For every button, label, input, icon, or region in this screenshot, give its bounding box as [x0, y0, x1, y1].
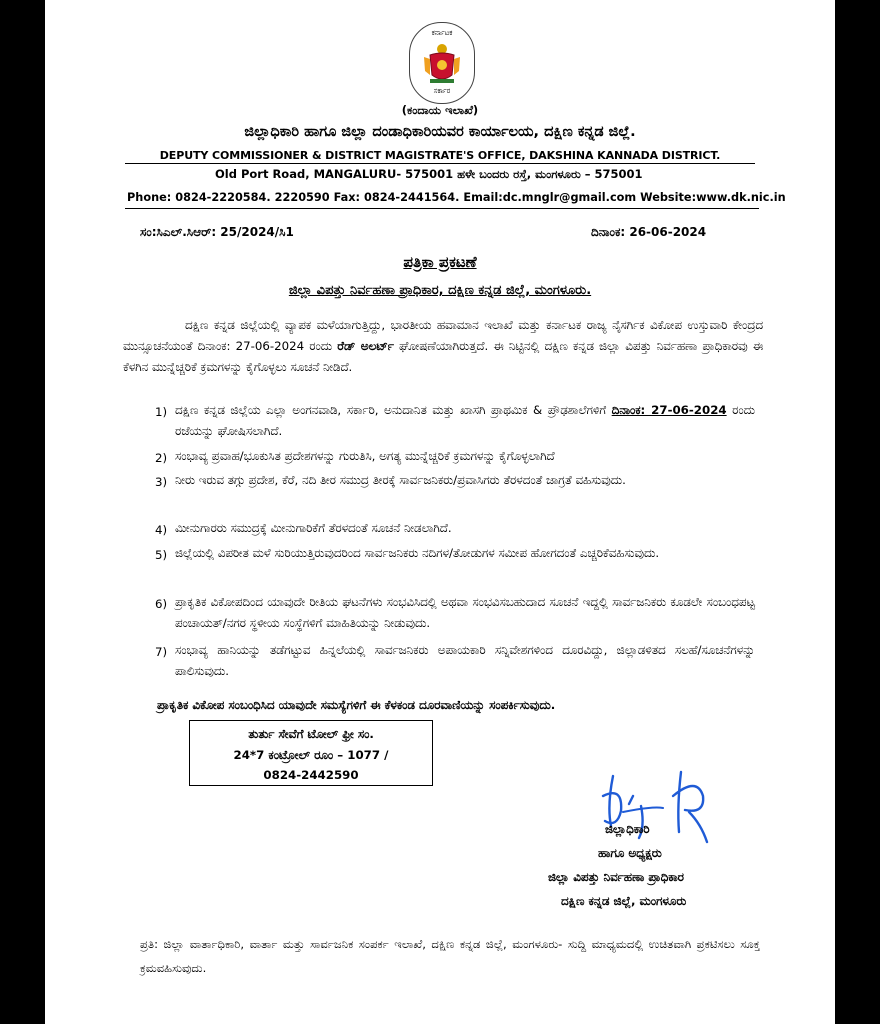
item-number: 2) [155, 451, 168, 465]
signatory-role: ಹಾಗೂ ಅಧ್ಯಕ್ಷರು [598, 846, 662, 860]
emblem-bottom-text: ಸರ್ಕಾರ [433, 87, 451, 95]
header-divider-top [125, 163, 755, 164]
holiday-date: ದಿನಾಂಕ: 27-06-2024 [611, 403, 727, 417]
list-item-text-tail: ರಂದು ರಜೆಯನ್ನು ಘೋಷಿಸಲಾಗಿದೆ. [175, 403, 755, 438]
document-page [45, 0, 835, 1024]
item-number: 6) [155, 597, 168, 611]
office-title-english: DEPUTY COMMISSIONER & DISTRICT MAGISTRATE'S OFFICE, DAKSHINA KANNADA DISTRICT. [159, 149, 721, 162]
contact-note: ಪ್ರಾಕೃತಿಕ ವಿಕೋಪ ಸಂಬಂಧಿಸಿದ ಯಾವುದೇ ಸಮಸ್ಯೆಗಳಿಗೆ ಈ ಕೆಳಕಂಡ ದೂರವಾಣಿಯನ್ನು ಸಂಪರ್ಕಿಸುವುದು. [157, 698, 556, 712]
list-item: ಸಂಭಾವ್ಯ ಪ್ರವಾಹ/ಭೂಕುಸಿತ ಪ್ರದೇಶಗಳನ್ನು ಗುರುತಿಸಿ, ಅಗತ್ಯ ಮುನ್ನೆಚ್ಚರಿಕೆ ಕ್ರಮಗಳನ್ನು ಕೈಗೊಳ್ಳಲಾಗಿದೆ [175, 449, 555, 463]
item-number: 5) [155, 548, 168, 562]
list-item: ಜಿಲ್ಲೆಯಲ್ಲಿ ವಿಪರೀತ ಮಳೆ ಸುರಿಯುತ್ತಿರುವುದರಿಂದ ಸಾರ್ವಜನಿಕರು ನದಿಗಳ/ತೋಡುಗಳ ಸಮೀಪ ಹೋಗದಂತೆ ಎಚ್ಚರಿಕೆವಹಿಸುವುದು. [175, 546, 660, 560]
signatory-location: ದಕ್ಷಿಣ ಕನ್ನಡ ಜಿಲ್ಲೆ, ಮಂಗಳೂರು [561, 894, 687, 908]
list-item: ಮೀನುಗಾರರು ಸಮುದ್ರಕ್ಕೆ ಮೀನುಗಾರಿಕೆಗೆ ತೆರಳದಂತೆ ಸೂಚನೆ ನೀಡಲಾಗಿದೆ. [175, 521, 452, 535]
signatory-authority: ಜಿಲ್ಲಾ ವಿಪತ್ತು ನಿರ್ವಹಣಾ ಪ್ರಾಧಿಕಾರ [548, 870, 684, 884]
signatory-title: ಜಿಲ್ಲಾಧಿಕಾರಿ [605, 822, 650, 836]
office-address: Old Port Road, MANGALURU- 575001 ಹಳೇ ಬಂದರು ರಸ್ತೆ, ಮಂಗಳೂರು – 575001 [215, 167, 643, 181]
red-alert-text: ರೆಡ್ ಅಲರ್ಟ್ [337, 339, 394, 353]
helpline-label: ತುರ್ತು ಸೇವೆಗೆ ಟೋಲ್ ಫ್ರೀ ಸಂ. [248, 727, 374, 741]
karnataka-emblem [409, 22, 475, 104]
page-subtitle: ಜಿಲ್ಲಾ ವಿಪತ್ತು ನಿರ್ವಹಣಾ ಪ್ರಾಧಿಕಾರ, ದಕ್ಷಿಣ ಕನ್ನಡ ಜಿಲ್ಲೆ, ಮಂಗಳೂರು. [288, 283, 592, 298]
emblem-top-text: ಕರ್ನಾಟಕ [431, 29, 453, 37]
office-contact: Phone: 0824-2220584. 2220590 Fax: 0824-2441564. Email:dc.mnglr@gmail.com Website:www.dk.nic.in [127, 191, 786, 204]
list-item: ಪ್ರಾಕೃತಿಕ ವಿಕೋಪದಿಂದ ಯಾವುದೇ ರೀತಿಯ ಘಟನೆಗಳು ಸಂಭವಿಸಿದಲ್ಲಿ ಅಥವಾ ಸಂಭವಿಸಬಹುದಾದ ಸೂಚನೆ ಇದ್ದಲ್ಲಿ ಸಾರ್ವಜನಿಕರು ಕೂಡಲೇ ಸಂಬಂಧಪಟ್ಟ ಪಂಚಾಯತ್/ನಗರ ಸ್ಥಳೀಯ ಸಂಸ್ಥೆಗಳಿಗೆ ಮಾಹಿತಿಯನ್ನು ನೀಡುವುದು. [175, 595, 755, 630]
intro-paragraph [123, 315, 763, 378]
helpline-box [189, 720, 433, 786]
item-number: 3) [155, 475, 168, 489]
list-item: ಸಂಭಾವ್ಯ ಹಾನಿಯನ್ನು ತಡೆಗಟ್ಟುವ ಹಿನ್ನಲೆಯಲ್ಲಿ ಸಾರ್ವಜನಿಕರು ಅಪಾಯಕಾರಿ ಸನ್ನಿವೇಶಗಳಿಂದ ದೂರವಿದ್ದು, ಜಿಲ್ಲಾಡಳಿತದ ಸಲಹೆ/ಸೂಚನೆಗಳನ್ನು ಪಾಲಿಸುವುದು. [175, 643, 755, 678]
intro-text-2: ಘೋಷಣೆಯಾಗಿರುತ್ತದೆ. ಈ ನಿಟ್ಟಿನಲ್ಲಿ ದಕ್ಷಿಣ ಕನ್ನಡ ಜಿಲ್ಲಾ ವಿಪತ್ತು ನಿರ್ವಹಣಾ ಪ್ರಾಧಿಕಾರವು ಈ ಕೆಳಗಿನ ಮುನ್ನೆಚ್ಚರಿಕೆ ಕ್ರಮಗಳನ್ನು ಕೈಗೊಳ್ಳಲು ಸೂಚನೆ ನೀಡಿದೆ. [123, 339, 763, 374]
office-title-kannada: ಜಿಲ್ಲಾಧಿಕಾರಿ ಹಾಗೂ ಜಿಲ್ಲಾ ದಂಡಾಧಿಕಾರಿಯವರ ಕಾರ್ಯಾಲಯ, ದಕ್ಷಿಣ ಕನ್ನಡ ಜಿಲ್ಲೆ. [244, 124, 636, 140]
helpline-control-room: 24*7 ಕಂಟ್ರೋಲ್ ರೂಂ – 1077 / [233, 748, 389, 762]
reference-date: ದಿನಾಂಕ: 26-06-2024 [591, 225, 707, 239]
header-divider-bottom [125, 208, 759, 209]
reference-number: ಸಂ:ಸಿಎಲ್.ಸಿಆರ್: 25/2024/ಸಿ1 [140, 225, 294, 239]
page-title: ಪತ್ರಿಕಾ ಪ್ರಕಟಣೆ [403, 253, 477, 271]
department-label: (ಕಂದಾಯ ಇಲಾಖೆ) [401, 103, 479, 117]
item-number: 7) [155, 645, 168, 659]
item-number: 1) [155, 405, 168, 419]
list-item-text: ದಕ್ಷಿಣ ಕನ್ನಡ ಜಿಲ್ಲೆಯ ಎಲ್ಲಾ ಅಂಗನವಾಡಿ, ಸರ್ಕಾರಿ, ಅನುದಾನಿತ ಮತ್ತು ಖಾಸಗಿ ಪ್ರಾಥಮಿಕ & ಪ್ರೌಢಶಾಲೆಗಳಿಗೆ [175, 403, 612, 417]
emblem-shield-icon [422, 41, 462, 85]
item-number: 4) [155, 523, 168, 537]
list-item [175, 400, 755, 442]
copy-to-note: ಪ್ರತಿ: ಜಿಲ್ಲಾ ವಾರ್ತಾಧಿಕಾರಿ, ವಾರ್ತಾ ಮತ್ತು ಸಾರ್ವಜನಿಕ ಸಂಪರ್ಕ ಇಲಾಖೆ, ದಕ್ಷಿಣ ಕನ್ನಡ ಜಿಲ್ಲೆ, ಮಂಗಳೂರು- ಸುದ್ದಿ ಮಾಧ್ಯಮದಲ್ಲಿ ಉಚಿತವಾಗಿ ಪ್ರಕಟಿಸಲು ಸೂಕ್ತ ಕ್ರಮವಹಿಸುವುದು. [140, 937, 760, 975]
list-item: ನೀರು ಇರುವ ತಗ್ಗು ಪ್ರದೇಶ, ಕೆರೆ, ನದಿ ತೀರ ಸಮುದ್ರ ತೀರಕ್ಕೆ ಸಾರ್ವಜನಿಕರು/ಪ್ರವಾಸಿಗರು ತೆರಳದಂತೆ ಜಾಗ್ರತೆ ವಹಿಸುವುದು. [175, 473, 626, 487]
intro-text-1: ದಕ್ಷಿಣ ಕನ್ನಡ ಜಿಲ್ಲೆಯಲ್ಲಿ ವ್ಯಾಪಕ ಮಳೆಯಾಗುತ್ತಿದ್ದು, ಭಾರತೀಯ ಹವಾಮಾನ ಇಲಾಖೆ ಮತ್ತು ಕರ್ನಾಟಕ ರಾಜ್ಯ ನೈಸರ್ಗಿಕ ವಿಕೋಪ ಉಸ್ತುವಾರಿ ಕೇಂದ್ರದ ಮುನ್ಸೂಚನೆಯಂತೆ ದಿನಾಂಕ: 27-06-2024 ರಂದು [123, 318, 763, 353]
helpline-phone: 0824-2442590 [263, 768, 359, 782]
